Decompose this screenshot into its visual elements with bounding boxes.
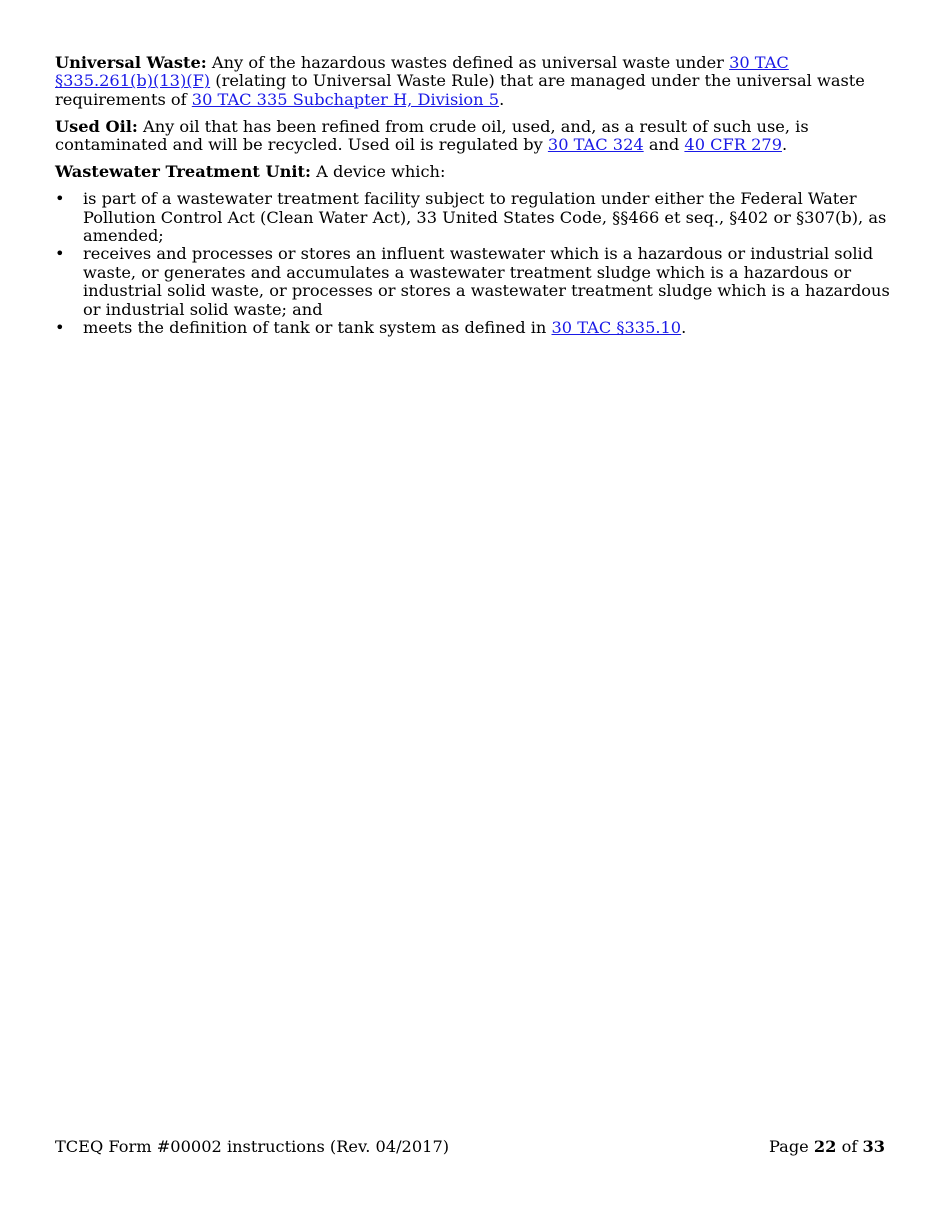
list-item-text: receives and processes or stores an influent wastewater which is a hazardous or industrial solid waste, or generates and accumulates a wastewater treatment sludge which is a hazardous or industrial solid waste, or processes or stores a wastewater treatment sludge which is a hazardous or industrial solid waste; and	[83, 244, 890, 319]
list-item-text: is part of a wastewater treatment facility subject to regulation under either the Federal Water Pollution Control Act (Clean Water Act), 33 United States Code, §§466 et seq., §402 or §307(b), as amended;	[83, 189, 887, 246]
wastewater-criteria-list	[55, 190, 890, 337]
link-30-tac-335-subchapter-h[interactable]: 30 TAC 335 Subchapter H, Division 5	[191, 89, 500, 109]
definition-text: Any oil that has been refined from crude oil, used, and, as a result of such use, is contaminated and will be recycled. Used oil is regulated by	[55, 116, 809, 155]
definition-universal-waste	[55, 54, 890, 109]
link-30-tac-335-261[interactable]: 30 TAC §335.261(b)(13)(F)	[55, 53, 789, 91]
page-footer	[55, 1137, 885, 1157]
definition-used-oil	[55, 118, 890, 155]
term-universal-waste: Universal Waste:	[55, 53, 207, 72]
definition-text: A device which:	[310, 162, 446, 182]
document-body	[55, 54, 890, 337]
definition-text: (relating to Universal Waste Rule) that are managed under the universal waste requirements of	[55, 71, 865, 109]
form-label: TCEQ Form #00002 instructions (Rev. 04/2017)	[55, 1137, 450, 1156]
page-of: of	[836, 1137, 863, 1156]
definition-text: .	[499, 89, 505, 109]
page-total: 33	[862, 1137, 885, 1156]
term-wastewater-treatment-unit: Wastewater Treatment Unit:	[55, 162, 311, 182]
definition-text: Any of the hazardous wastes defined as universal waste under	[206, 53, 730, 72]
term-used-oil: Used Oil:	[55, 116, 138, 136]
bullet-icon: •	[55, 318, 65, 338]
link-30-tac-324[interactable]: 30 TAC 324	[547, 135, 644, 155]
list-item	[55, 245, 890, 319]
list-item-text: meets the definition of tank or tank system as defined in	[83, 318, 552, 338]
page-prefix: Page	[769, 1137, 814, 1156]
list-item-text-end: .	[681, 318, 687, 338]
link-40-cfr-279[interactable]: 40 CFR 279	[684, 135, 782, 155]
page-number	[769, 1137, 885, 1157]
list-item	[55, 190, 890, 245]
definition-wastewater-treatment-unit	[55, 163, 890, 181]
page-current: 22	[813, 1137, 837, 1156]
list-item	[55, 319, 890, 337]
link-30-tac-335-10[interactable]: 30 TAC §335.10	[551, 318, 682, 338]
bullet-icon: •	[55, 189, 65, 209]
definition-text: .	[782, 135, 788, 155]
bullet-icon: •	[55, 244, 65, 264]
definition-text: and	[643, 135, 685, 155]
